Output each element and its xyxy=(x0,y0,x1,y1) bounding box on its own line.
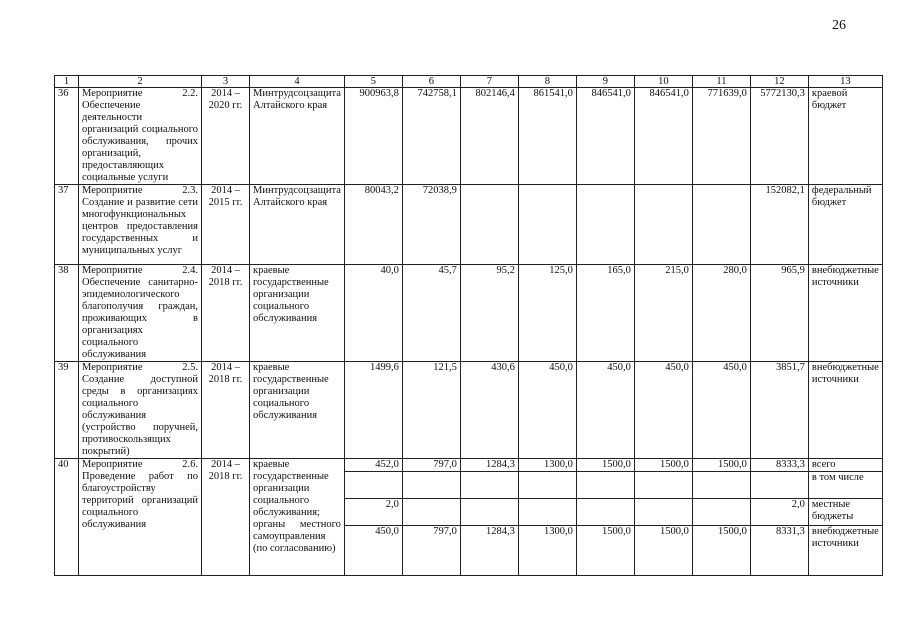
column-number: 7 xyxy=(460,76,518,88)
amount-cell: 1300,0 xyxy=(518,526,576,576)
amount-cell xyxy=(518,499,576,526)
period: 2014 – 2018 гг. xyxy=(202,362,250,459)
executor: краевые государственные организации социального обслуживания xyxy=(250,265,345,362)
executor: Минтрудсоцзащита Алтайского края xyxy=(250,88,345,185)
amount-cell: 2,0 xyxy=(750,499,808,526)
amount-cell: 215,0 xyxy=(634,265,692,362)
activity-name: Мероприятие 2.3. Создание и развитие сети многофункциональных центров предоставления государственных и муниципальных услуг xyxy=(79,185,202,265)
amount-cell xyxy=(750,472,808,499)
column-number: 4 xyxy=(250,76,345,88)
amount-cell: 742758,1 xyxy=(402,88,460,185)
amount-cell: 8331,3 xyxy=(750,526,808,576)
funding-source: краевой бюджет xyxy=(808,88,882,185)
executor: Минтрудсоцзащита Алтайского края xyxy=(250,185,345,265)
amount-cell xyxy=(460,185,518,265)
table-row xyxy=(55,459,883,472)
column-number: 5 xyxy=(344,76,402,88)
amount-cell xyxy=(692,185,750,265)
funding-source: внебюджетные источники xyxy=(808,526,882,576)
amount-cell xyxy=(576,472,634,499)
amount-cell: 450,0 xyxy=(634,362,692,459)
column-number: 12 xyxy=(750,76,808,88)
period: 2014 – 2020 гг. xyxy=(202,88,250,185)
amount-cell xyxy=(460,499,518,526)
amount-cell: 45,7 xyxy=(402,265,460,362)
column-number: 6 xyxy=(402,76,460,88)
amount-cell: 72038,9 xyxy=(402,185,460,265)
column-number: 1 xyxy=(55,76,79,88)
amount-cell xyxy=(692,499,750,526)
amount-cell: 1284,3 xyxy=(460,526,518,576)
column-number: 10 xyxy=(634,76,692,88)
period: 2014 – 2018 гг. xyxy=(202,265,250,362)
activity-name: Мероприятие 2.4. Обеспечение санитарно-эпидемиологического благополучия граждан, проживающих в организациях социального обслуживания xyxy=(79,265,202,362)
amount-cell: 450,0 xyxy=(344,526,402,576)
amount-cell: 802146,4 xyxy=(460,88,518,185)
amount-cell: 450,0 xyxy=(576,362,634,459)
column-number: 2 xyxy=(79,76,202,88)
amount-cell: 450,0 xyxy=(518,362,576,459)
period: 2014 – 2018 гг. xyxy=(202,459,250,576)
amount-cell: 846541,0 xyxy=(576,88,634,185)
amount-cell xyxy=(576,185,634,265)
funding-source: в том числе xyxy=(808,472,882,499)
amount-cell xyxy=(634,185,692,265)
amount-cell xyxy=(634,499,692,526)
amount-cell: 1284,3 xyxy=(460,459,518,472)
amount-cell: 40,0 xyxy=(344,265,402,362)
amount-cell: 125,0 xyxy=(518,265,576,362)
amount-cell xyxy=(518,472,576,499)
amount-cell xyxy=(576,499,634,526)
amount-cell: 900963,8 xyxy=(344,88,402,185)
column-numbers-row xyxy=(55,76,883,88)
page-number: 26 xyxy=(832,18,846,33)
row-number: 36 xyxy=(55,88,79,185)
table-row xyxy=(55,88,883,185)
amount-cell: 797,0 xyxy=(402,526,460,576)
funding-source: внебюджетные источники xyxy=(808,362,882,459)
amount-cell: 3851,7 xyxy=(750,362,808,459)
amount-cell: 1500,0 xyxy=(634,526,692,576)
table-row xyxy=(55,265,883,362)
table-row xyxy=(55,362,883,459)
activity-name: Мероприятие 2.6. Проведение работ по благоустройству территорий организаций социального обслуживания xyxy=(79,459,202,576)
amount-cell: 280,0 xyxy=(692,265,750,362)
activity-name: Мероприятие 2.2. Обеспечение деятельности организаций социального обслуживания, прочих организаций, предоставляющих социальные услуги xyxy=(79,88,202,185)
amount-cell xyxy=(344,472,402,499)
amount-cell: 8333,3 xyxy=(750,459,808,472)
amount-cell: 430,6 xyxy=(460,362,518,459)
amount-cell: 450,0 xyxy=(692,362,750,459)
funding-source: внебюджетные источники xyxy=(808,265,882,362)
funding-source: федеральный бюджет xyxy=(808,185,882,265)
amount-cell: 5772130,3 xyxy=(750,88,808,185)
amount-cell: 152082,1 xyxy=(750,185,808,265)
amount-cell: 1300,0 xyxy=(518,459,576,472)
row-number: 39 xyxy=(55,362,79,459)
row-number: 40 xyxy=(55,459,79,576)
amount-cell xyxy=(518,185,576,265)
amount-cell xyxy=(692,472,750,499)
column-number: 9 xyxy=(576,76,634,88)
executor: краевые государственные организации социального обслуживания xyxy=(250,362,345,459)
funding-source: местные бюджеты xyxy=(808,499,882,526)
amount-cell: 861541,0 xyxy=(518,88,576,185)
amount-cell: 965,9 xyxy=(750,265,808,362)
column-number: 3 xyxy=(202,76,250,88)
amount-cell: 121,5 xyxy=(402,362,460,459)
amount-cell: 452,0 xyxy=(344,459,402,472)
amount-cell: 1500,0 xyxy=(692,459,750,472)
amount-cell: 2,0 xyxy=(344,499,402,526)
amount-cell: 1500,0 xyxy=(576,526,634,576)
amount-cell xyxy=(460,472,518,499)
amount-cell xyxy=(634,472,692,499)
amount-cell: 1500,0 xyxy=(634,459,692,472)
executor: краевые государственные организации социального обслуживания; органы местного самоуправления (по согласованию) xyxy=(250,459,345,576)
period: 2014 – 2015 гг. xyxy=(202,185,250,265)
amount-cell: 846541,0 xyxy=(634,88,692,185)
amount-cell: 80043,2 xyxy=(344,185,402,265)
row-number: 37 xyxy=(55,185,79,265)
column-number: 8 xyxy=(518,76,576,88)
amount-cell xyxy=(402,499,460,526)
table-row xyxy=(55,185,883,265)
amount-cell: 1500,0 xyxy=(692,526,750,576)
amount-cell: 1499,6 xyxy=(344,362,402,459)
amount-cell: 95,2 xyxy=(460,265,518,362)
amount-cell: 165,0 xyxy=(576,265,634,362)
column-number: 11 xyxy=(692,76,750,88)
amount-cell: 771639,0 xyxy=(692,88,750,185)
program-table xyxy=(54,75,883,576)
column-number: 13 xyxy=(808,76,882,88)
amount-cell: 1500,0 xyxy=(576,459,634,472)
amount-cell: 797,0 xyxy=(402,459,460,472)
amount-cell xyxy=(402,472,460,499)
activity-name: Мероприятие 2.5. Создание доступной среды в организациях социального обслуживания (устройство поручней, противоскользящих покрытий) xyxy=(79,362,202,459)
funding-source: всего xyxy=(808,459,882,472)
row-number: 38 xyxy=(55,265,79,362)
